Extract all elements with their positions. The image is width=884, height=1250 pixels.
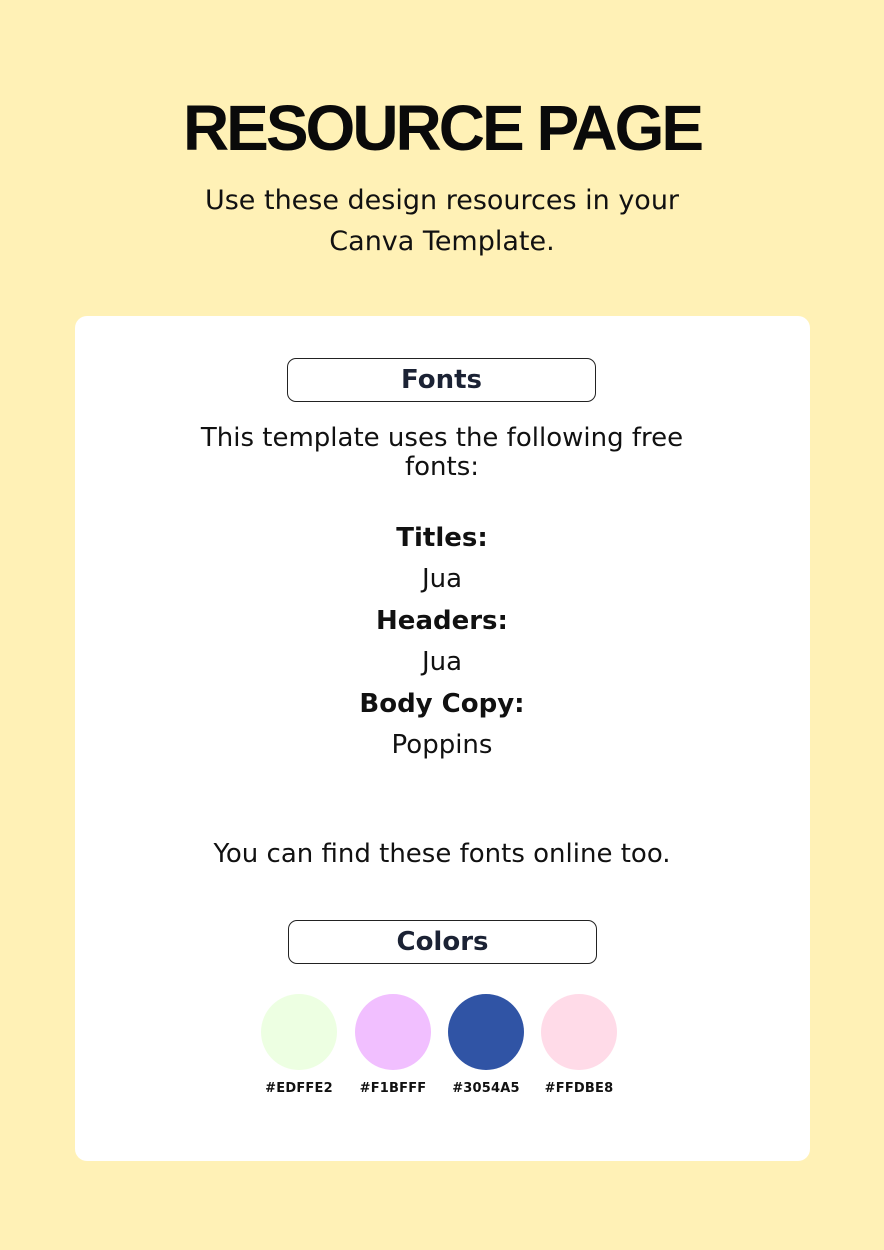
font-entry-label: Headers: <box>376 605 508 636</box>
color-swatches <box>225 994 665 1104</box>
fonts-intro-text: This template uses the following free fonts: <box>200 423 684 482</box>
color-swatch-hex: #FFDBE8 <box>544 1081 614 1096</box>
page-subtitle: Use these design resources in your Canva Template. <box>204 185 680 257</box>
color-swatch <box>441 994 531 1096</box>
fonts-note: You can find these fonts online too. <box>213 839 671 869</box>
resource-card <box>75 316 810 1161</box>
font-entry-name: Jua <box>421 564 463 595</box>
color-swatch-hex: #F1BFFF <box>359 1081 427 1096</box>
color-swatch-circle <box>355 994 431 1070</box>
color-swatch-circle <box>261 994 337 1070</box>
fonts-section-heading: Fonts <box>287 358 596 402</box>
font-list <box>192 518 692 766</box>
color-swatch-circle <box>541 994 617 1070</box>
colors-section-heading: Colors <box>288 920 597 964</box>
color-swatch-circle <box>448 994 524 1070</box>
color-swatch <box>254 994 344 1096</box>
font-entry-label: Body Copy: <box>359 688 525 719</box>
font-entry-label: Titles: <box>396 523 488 553</box>
page-title: RESOURCE PAGE <box>182 92 702 164</box>
color-swatch <box>534 994 624 1096</box>
font-entry-name: Jua <box>421 647 463 678</box>
color-swatch <box>348 994 438 1096</box>
color-swatch-hex: #3054A5 <box>452 1081 520 1096</box>
font-entry-name: Poppins <box>391 730 493 761</box>
color-swatch-hex: #EDFFE2 <box>265 1081 333 1096</box>
